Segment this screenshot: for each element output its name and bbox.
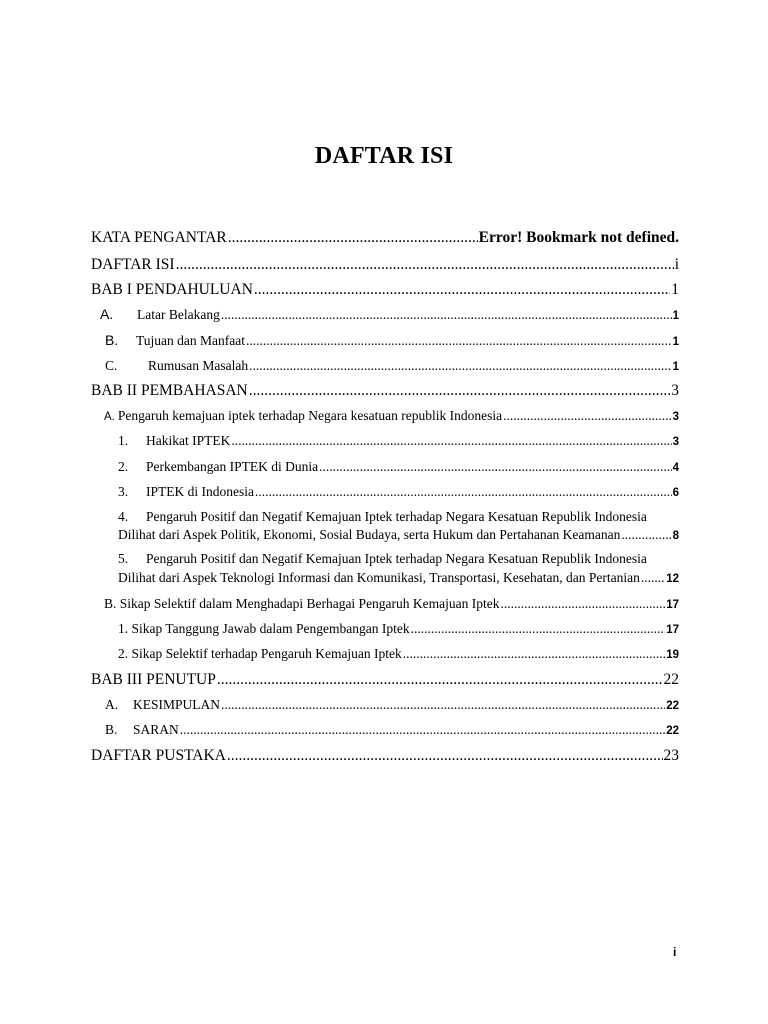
- toc-entry-page: 3: [672, 436, 679, 448]
- toc-entry-bab-i[interactable]: [91, 281, 679, 299]
- toc-entry-label: Pengaruh kemajuan iptek terhadap Negara kesatuan republik Indonesia: [117, 408, 503, 423]
- toc-entry-page: 1: [672, 310, 679, 322]
- toc-entry-label: KESIMPULAN: [133, 697, 221, 712]
- toc-entry-label: KATA PENGANTAR: [91, 229, 227, 246]
- toc-entry-marker: A.: [105, 697, 119, 712]
- toc-entry-label: Hakikat IPTEK: [146, 433, 231, 448]
- toc-entry-page: Error! Bookmark not defined.: [478, 229, 679, 246]
- toc-entry-label: SARAN: [133, 722, 179, 737]
- toc-entry-page: 6: [672, 487, 679, 499]
- toc-entry-page: i: [674, 256, 679, 273]
- toc-entry-label: Pengaruh Positif dan Negatif Kemajuan Iptek terhadap Negara Kesatuan Republik Indonesia: [146, 551, 647, 566]
- dot-leader: [246, 333, 672, 349]
- dot-leader: [621, 527, 671, 543]
- toc-entry-page: 22: [666, 725, 679, 737]
- dot-leader: [501, 596, 666, 612]
- toc-entry-marker: 2.: [118, 459, 129, 474]
- dot-leader: [249, 382, 671, 400]
- toc-entry-label: IPTEK di Indonesia: [146, 484, 254, 499]
- dot-leader: [249, 358, 671, 374]
- toc-entry-kesimpulan[interactable]: [105, 697, 679, 713]
- toc-entry-page: 17: [666, 624, 679, 636]
- toc-entry-bab-iii[interactable]: [91, 671, 679, 689]
- toc-entry-page: 4: [672, 462, 679, 474]
- toc-entry-marker: 4.: [118, 509, 129, 524]
- toc-entry-latar-belakang[interactable]: [100, 306, 679, 323]
- toc-entry-iptek-indonesia[interactable]: [118, 484, 679, 500]
- dot-leader: [641, 570, 665, 586]
- dot-leader: [221, 697, 665, 713]
- toc-entry-marker: A.: [104, 411, 115, 423]
- toc-entry-page: 1: [672, 336, 679, 348]
- toc-entry-label: DAFTAR ISI: [91, 256, 175, 273]
- toc-entry-label: Pengaruh Positif dan Negatif Kemajuan Iptek terhadap Negara Kesatuan Republik Indonesia: [146, 509, 647, 524]
- page-title: DAFTAR ISI: [314, 143, 454, 169]
- toc-entry-sikap-selektif-pengaruh[interactable]: [118, 646, 679, 662]
- dot-leader: [254, 281, 670, 299]
- toc-entry-aspek-politik-line2[interactable]: [118, 527, 679, 543]
- dot-leader: [228, 229, 478, 247]
- dot-leader: [319, 459, 672, 475]
- toc-entry-sikap-tanggung-jawab[interactable]: [118, 621, 679, 637]
- toc-entry-page: 17: [666, 599, 679, 611]
- dot-leader: [217, 671, 663, 689]
- toc-entry-label: 2. Sikap Selektif terhadap Pengaruh Kemajuan Iptek: [118, 646, 402, 661]
- toc-entry-page: 1: [672, 361, 679, 373]
- toc-entry-page: 1: [671, 281, 679, 298]
- toc-entry-perkembangan-iptek[interactable]: [118, 459, 679, 475]
- toc-entry-kata-pengantar[interactable]: [91, 229, 679, 247]
- toc-entry-label: Latar Belakang: [137, 307, 220, 322]
- toc-entry-page: 23: [663, 747, 679, 764]
- toc-entry-aspek-politik-line1[interactable]: [118, 509, 647, 525]
- toc-entry-pengaruh-kemajuan[interactable]: [104, 408, 679, 424]
- toc-entry-label: DAFTAR PUSTAKA: [91, 747, 226, 764]
- toc-entry-marker: A.: [100, 306, 114, 322]
- dot-leader: [403, 646, 665, 662]
- dot-leader: [221, 307, 672, 323]
- toc-entry-marker: C.: [105, 358, 118, 373]
- toc-entry-marker: B.: [105, 332, 119, 348]
- toc-entry-page: 3: [671, 382, 679, 399]
- toc-entry-hakikat-iptek[interactable]: [118, 433, 679, 449]
- toc-entry-label: Tujuan dan Manfaat: [136, 333, 245, 348]
- toc-entry-tujuan-manfaat[interactable]: [105, 332, 679, 349]
- dot-leader: [227, 747, 663, 765]
- toc-entry-label: BAB II PEMBAHASAN: [91, 382, 248, 399]
- toc-entry-daftar-isi[interactable]: [91, 256, 679, 274]
- toc-entry-label: Perkembangan IPTEK di Dunia: [146, 459, 319, 474]
- dot-leader: [255, 484, 672, 500]
- toc-entry-label: BAB III PENUTUP: [91, 671, 216, 688]
- page-number: i: [673, 945, 677, 959]
- toc-entry-saran[interactable]: [105, 722, 679, 738]
- toc-entry-bab-ii[interactable]: [91, 382, 679, 400]
- toc-entry-label: Dilihat dari Aspek Politik, Ekonomi, Sosial Budaya, serta Hukum dan Pertahanan Keamanan: [118, 527, 621, 542]
- dot-leader: [180, 722, 665, 738]
- toc-entry-label: BAB I PENDAHULUAN: [91, 281, 253, 298]
- dot-leader: [503, 408, 671, 424]
- dot-leader: [176, 256, 674, 274]
- toc-entry-marker: 1.: [118, 433, 129, 448]
- toc-entry-page: 22: [663, 671, 679, 688]
- toc-entry-rumusan-masalah[interactable]: [105, 358, 679, 374]
- toc-entry-page: 19: [666, 649, 679, 661]
- toc-entry-label: Dilihat dari Aspek Teknologi Informasi dan Komunikasi, Transportasi, Kesehatan, dan Pertanian: [118, 570, 640, 585]
- toc-entry-page: 3: [672, 411, 679, 423]
- dot-leader: [231, 433, 671, 449]
- toc-entry-page: 8: [672, 530, 679, 542]
- toc-entry-daftar-pustaka[interactable]: [91, 747, 679, 765]
- toc-entry-marker: B.: [105, 722, 118, 737]
- toc-entry-marker: 5.: [118, 551, 129, 566]
- toc-entry-sikap-selektif[interactable]: [104, 596, 679, 612]
- toc-entry-label: 1. Sikap Tanggung Jawab dalam Pengembangan Iptek: [118, 621, 410, 636]
- toc-entry-label: Rumusan Masalah: [148, 358, 249, 373]
- toc-entry-page: 22: [666, 700, 679, 712]
- dot-leader: [411, 621, 666, 637]
- toc-entry-page: 12: [666, 573, 679, 585]
- toc-entry-marker: 3.: [118, 484, 129, 499]
- toc-entry-aspek-teknologi-line1[interactable]: [118, 551, 647, 567]
- toc-entry-label: B. Sikap Selektif dalam Menghadapi Berhagai Pengaruh Kemajuan Iptek: [104, 596, 500, 611]
- toc-entry-aspek-teknologi-line2[interactable]: [118, 570, 679, 586]
